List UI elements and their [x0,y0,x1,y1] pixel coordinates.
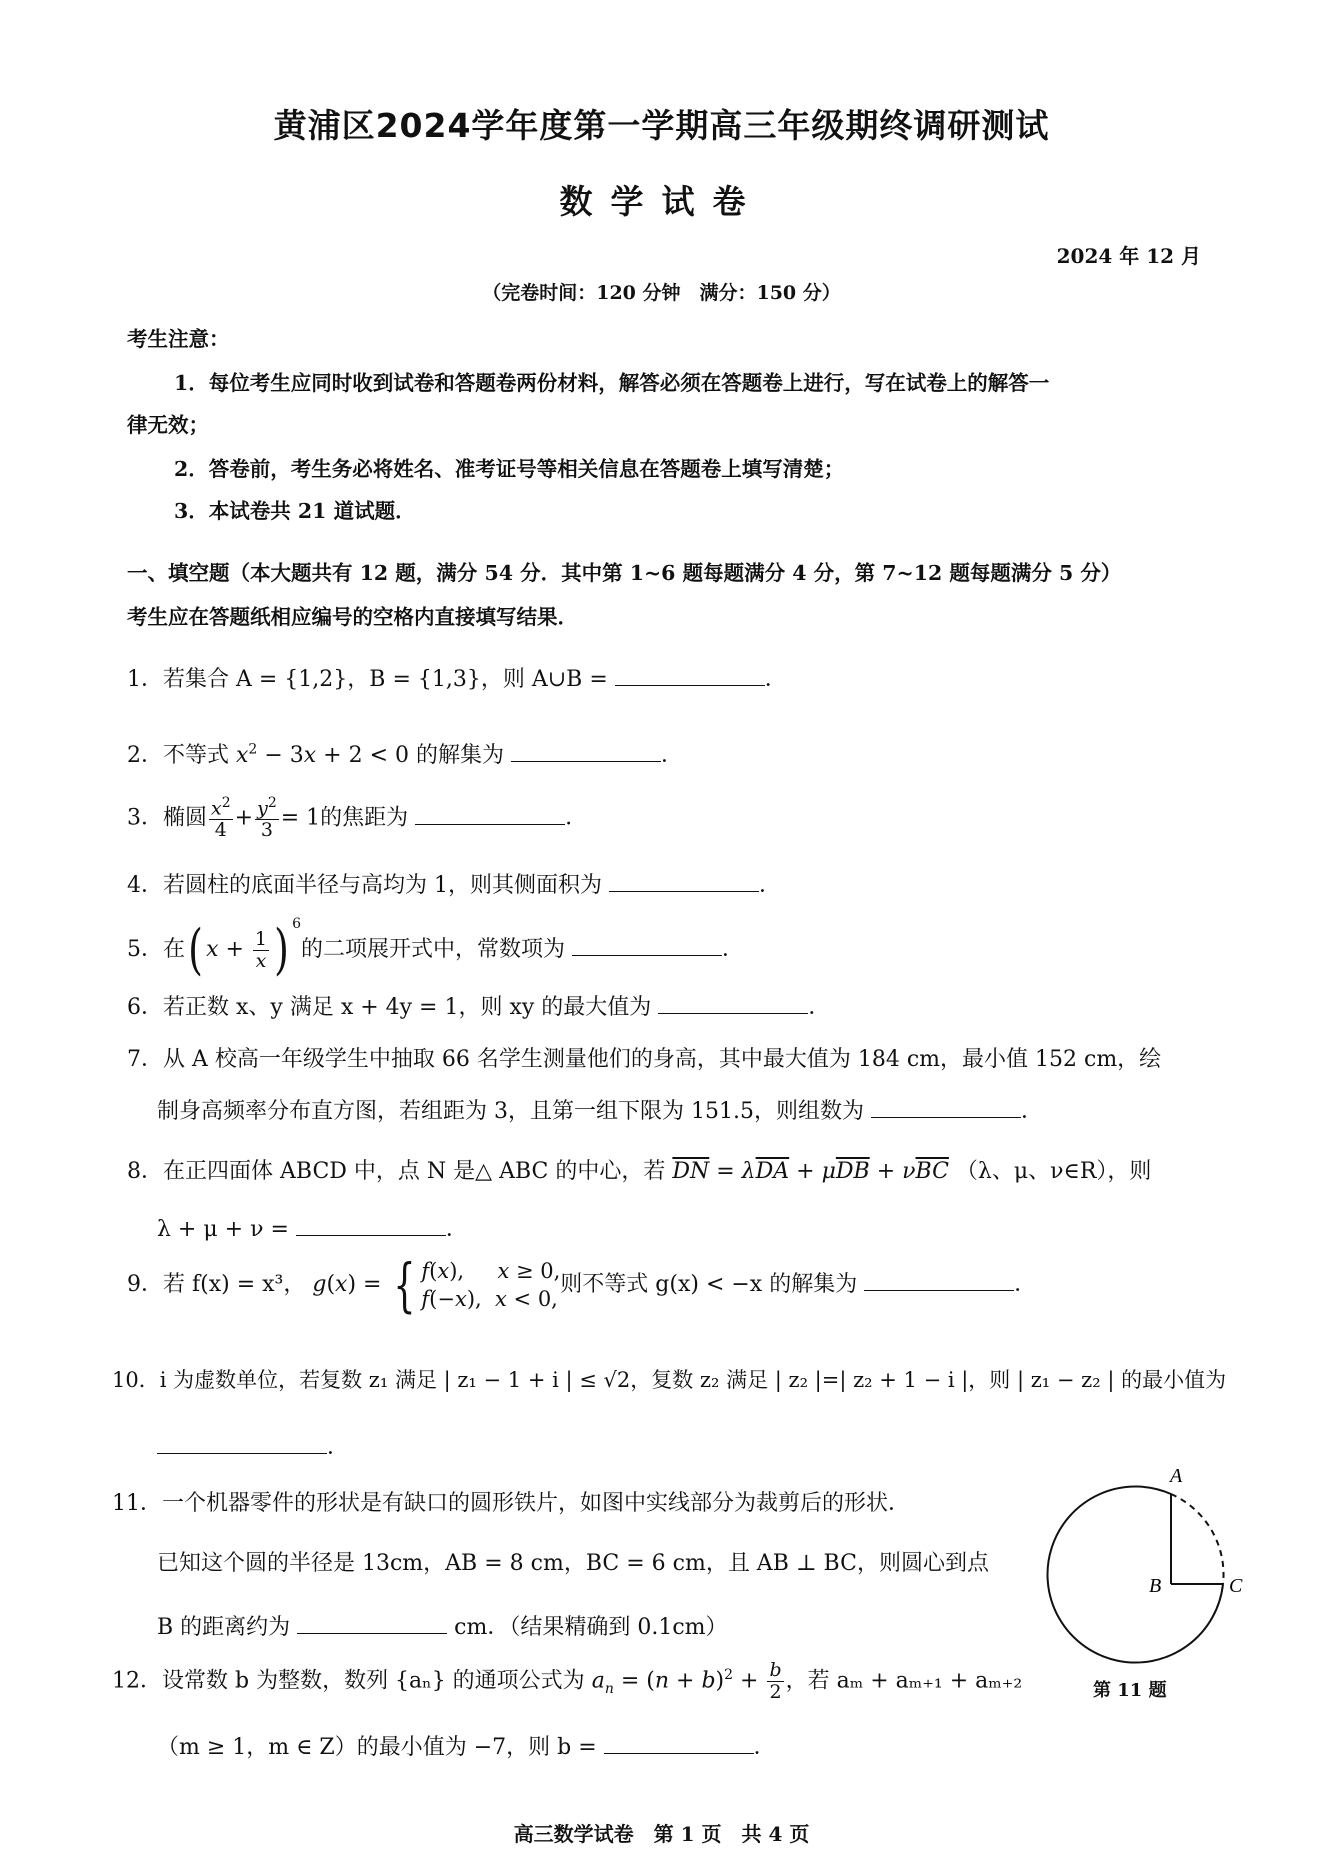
question-11: 11．一个机器零件的形状是有缺口的圆形铁片，如图中实线部分为裁剪后的形状． [112,1491,910,1516]
answer-blank-2[interactable] [511,741,661,762]
question-12: 12．设常数 b 为整数，数列 {aₙ} 的通项公式为 $a_n = (n + b)^2$ + $\frac{b}{2}$ ，若 aₘ + aₘ₊₁ + aₘ₊₂ [112,1659,1023,1703]
question-11-cont-2: B 的距离约为 cm．（结果精确到 0.1cm） [157,1615,728,1640]
page-title: 黄浦区2024学年度第一学期高三年级期终调研测试 [273,106,1050,145]
answer-blank-3[interactable] [415,804,565,825]
question-8: 8．在正四面体 ABCD 中，点 N 是△ ABC 的中心，若 $\overline{DN} = \lambda\overline{DA} + \mu\overline{DB} + \nu\overline{BC}$ （λ、μ、ν∈R），则 [127,1159,1152,1184]
answer-blank-1[interactable] [615,665,765,686]
section-heading: 一、填空题（本大题共有 12 题，满分 54 分．其中第 1~6 题每题满分 4 分，第 7~12 题每题满分 5 分） [127,561,1122,585]
answer-blank-12[interactable] [604,1733,754,1754]
question-7-cont: 制身高频率分布直方图，若组距为 3，且第一组下限为 151.5，则组数为 ． [157,1099,1043,1124]
notice-heading: 考生注意： [127,327,230,351]
question-8-cont: λ + μ + ν = ． [157,1217,468,1242]
question-12-cont: （m ≥ 1，m ∈ Z）的最小值为 −7，则 b = ． [157,1735,776,1760]
page-subtitle: 数学试卷 [559,182,764,221]
page-footer: 高三数学试卷 第 1 页 共 4 页 [513,1822,810,1846]
notice-item-1: 1．每位考生应同时收到试卷和答题卷两份材料，解答必须在答题卷上进行，写在试卷上的解答一 [174,371,1050,395]
answer-blank-6[interactable] [658,993,808,1014]
figure-11-caption: 第 11 题 [1093,1680,1167,1701]
exam-date: 2024 年 12 月 [1056,244,1201,268]
question-10: 10．i 为虚数单位，若复数 z₁ 满足 | z₁ − 1 + i | ≤ √2，复数 z₂ 满足 | z₂ |=| z₂ + 1 − i |，则 | z₁ − z₂ | 的最小值为 [112,1368,1227,1392]
question-6: 6．若正数 x、y 满足 x + 4y = 1，则 xy 的最大值为 ． [127,995,831,1020]
answer-blank-4[interactable] [609,871,759,892]
answer-blank-10[interactable] [157,1433,327,1454]
question-1: 1．若集合 A = {1,2}，B = {1,3}，则 A∪B = ． [127,667,787,692]
notice-item-3: 3．本试卷共 21 道试题． [174,499,416,523]
question-9: 9．若 f(x) = x³， g(x) = { f(x), x ≥ 0, f(−x), x < 0,则不等式 g(x) < −x 的解集为 ． [127,1251,1037,1319]
answer-blank-5[interactable] [572,935,722,956]
exam-info: （完卷时间：120 分钟 满分：150 分） [482,282,841,304]
point-a-label: A [1170,1465,1183,1487]
notice-item-2: 2．答卷前，考生务必将姓名、准考证号等相关信息在答题卷上填写清楚； [174,457,845,481]
question-5: 5．在( x + $\frac{1}{x}$ ) $^6$的二项展开式中，常数项为 ． [127,916,745,981]
circle-arc-dashed [1171,1494,1224,1584]
point-c-label: C [1229,1575,1243,1597]
figure-11-circle [1035,1460,1265,1670]
question-4: 4．若圆柱的底面半径与高均为 1，则其侧面积为 ． [127,873,782,898]
answer-blank-9[interactable] [864,1270,1014,1291]
answer-blank-11[interactable] [297,1613,447,1634]
question-2: 2．不等式 $x^2 - 3x + 2 < 0$ 的解集为 ． [127,741,684,768]
circle-arc [1048,1487,1223,1663]
question-11-cont: 已知这个圆的半径是 13cm，AB = 8 cm，BC = 6 cm，且 AB ⊥ BC，则圆心到点 [157,1551,989,1576]
question-10-cont: ． [157,1430,349,1461]
answer-blank-8[interactable] [296,1215,446,1236]
answer-blank-7[interactable] [871,1097,1021,1118]
section-instruction: 考生应在答题纸相应编号的空格内直接填写结果． [127,605,578,629]
question-3: 3．椭圆 $\frac{x^2}{4}$ + $\frac{y^2}{3}$ = 1的焦距为 ． [127,795,588,842]
notice-item-1-cont: 律无效； [127,413,209,437]
question-7: 7．从 A 校高一年级学生中抽取 66 名学生测量他们的身高，其中最大值为 184 cm，最小值 152 cm，绘 [127,1047,1162,1072]
point-b-label: B [1149,1575,1162,1597]
